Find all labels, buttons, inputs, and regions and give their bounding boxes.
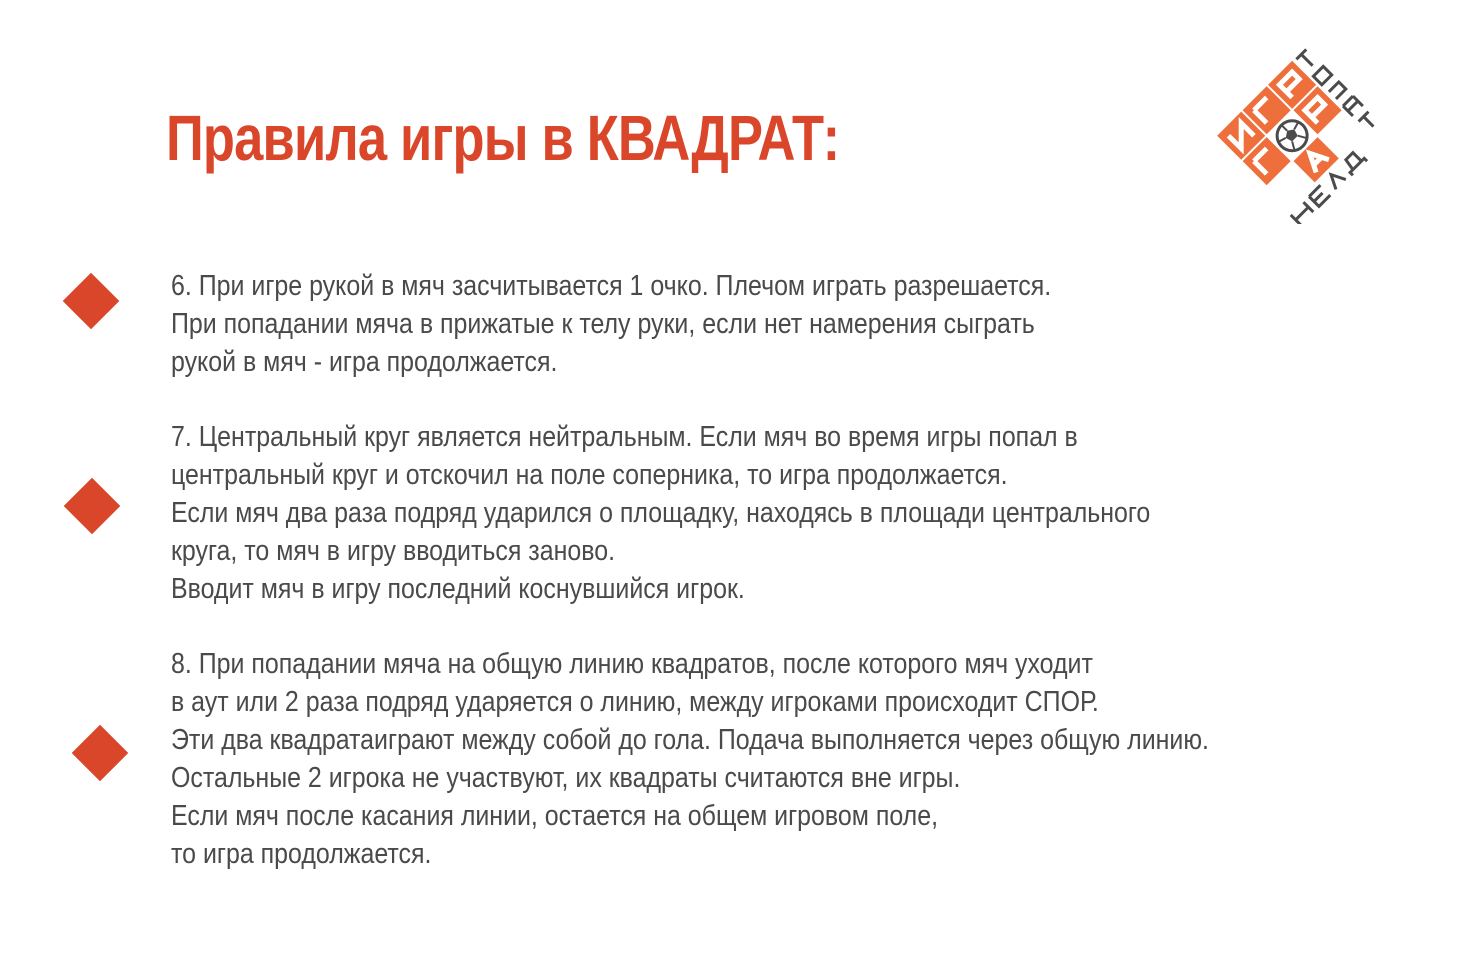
- rule-line: рукой в мяч - игра продолжается.: [171, 346, 558, 378]
- rule-line: Остальные 2 игрока не участвуют, их квадраты считаются вне игры.: [171, 762, 961, 794]
- rule-6: [171, 267, 1051, 381]
- kvadrat-logo-icon: [1198, 46, 1382, 224]
- rule-line: При попадании мяча в прижатые к телу руки, если нет намерения сыграть: [171, 308, 1035, 340]
- rule-line: центральный круг и отскочил на поле соперника, то игра продолжается.: [171, 459, 1008, 491]
- bullet-diamond-icon: [72, 725, 129, 782]
- rule-7: [171, 418, 1150, 608]
- rule-line: Вводит мяч в игру последний коснувшийся игрок.: [171, 573, 745, 605]
- bullet-diamond-icon: [63, 273, 120, 330]
- rule-line: 8. При попадании мяча на общую линию квадратов, после которого мяч уходит: [171, 648, 1093, 680]
- page-title: Правила игры в КВАДРАТ:: [166, 102, 840, 174]
- rule-line: в аут или 2 раза подряд ударяется о линию, между игроками происходит СПОР.: [171, 686, 1099, 718]
- rule-line: Если мяч после касания линии, остается на общем игровом поле,: [171, 800, 939, 832]
- bullet-diamond-icon: [64, 478, 121, 535]
- rule-line: то игра продолжается.: [171, 838, 432, 870]
- rule-line: 7. Центральный круг является нейтральным. Если мяч во время игры попал в: [171, 421, 1078, 453]
- rule-line: Эти два квадратаиграют между собой до гола. Подача выполняется через общую линию.: [171, 724, 1209, 756]
- rule-8: [171, 645, 1209, 873]
- rule-line: Если мяч два раза подряд ударился о площадку, находясь в площади центрального: [171, 497, 1151, 529]
- rule-line: круга, то мяч в игру вводиться заново.: [171, 535, 616, 567]
- rule-line: 6. При игре рукой в мяч засчитывается 1 очко. Плечом играть разрешается.: [171, 270, 1052, 302]
